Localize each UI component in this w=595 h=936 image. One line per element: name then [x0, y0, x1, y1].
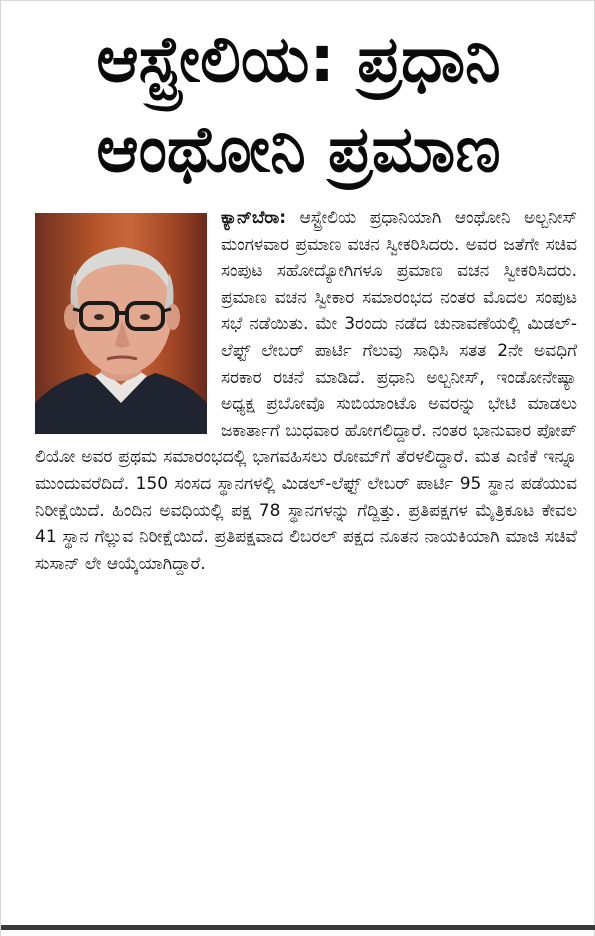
portrait-photo [35, 213, 207, 434]
headline-line-2: ಆಂಥೋನಿ ಪ್ರಮಾಣ [96, 113, 501, 187]
article-paragraph [35, 205, 577, 577]
bottom-rule [1, 925, 595, 930]
article-body [35, 205, 577, 577]
dateline: ಕ್ಯಾನ್‌ಬೆರಾ: [221, 208, 287, 228]
article-text: ಆಸ್ಟ್ರೇಲಿಯ ಪ್ರಧಾನಿಯಾಗಿ ಆಂಥೋನಿ ಅಲ್ಬನೀಸ್ ಮಂಗಳವಾರ ಪ್ರಮಾಣ ವಚನ ಸ್ವೀಕರಿಸಿದರು. ಅವರ ಜತೆಗೇ ಸಚಿವ ಸಂಪುಟ ಸಹೋದ್ಯೋಗಿಗಳೂ ಪ್ರಮಾಣ ವಚನ ಸ್ವೀಕರಿಸಿದರು. ಪ್ರಮಾಣ ವಚನ ಸ್ವೀಕಾರ ಸಮಾರಂಭದ ನಂತರ ಮೊದಲ ಸಂಪುಟ ಸಭೆ ನಡೆಯಿತು. ಮೇ 3ರಂದು ನಡೆದ ಚುನಾವಣೆಯಲ್ಲಿ ಮಿಡಲ್-ಲೆಫ್ಟ್ ಲೇಬರ್ ಪಾರ್ಟಿ ಗೆಲುವು ಸಾಧಿಸಿ ಸತತ 2ನೇ ಅವಧಿಗೆ ಸರಕಾರ ರಚನೆ ಮಾಡಿದೆ. ಪ್ರಧಾನಿ ಅಲ್ಬನೀಸ್, ಇಂಡೋನೇಷ್ಯಾ ಅಧ್ಯಕ್ಷ ಪ್ರಬೋವೊ ಸುಬಿಯಾಂಟೊ ಅವರನ್ನು ಭೇಟಿ ಮಾಡಲು ಜಕಾರ್ತಾಗೆ ಬುಧವಾರ ಹೋಗಲಿದ್ದಾರೆ. ನಂತರ ಭಾನುವಾರ ಪೋಪ್ ಲಿಯೋ ಅವರ ಪ್ರಥಮ ಸಮಾರಂಭದಲ್ಲಿ ಭಾಗವಹಿಸಲು ರೋಮ್‌ಗೆ ತೆರಳಲಿದ್ದಾರೆ. ಮತ ಎಣಿಕೆ ಇನ್ನೂ ಮುಂದುವರೆದಿದೆ. 150 ಸಂಸದ ಸ್ಥಾನಗಳಲ್ಲಿ ಮಿಡಲ್-ಲೆಫ್ಟ್ ಲೇಬರ್ ಪಾರ್ಟಿ 95 ಸ್ಥಾನ ಪಡೆಯುವ ನಿರೀಕ್ಷೆಯಿದೆ. ಹಿಂದಿನ ಅವಧಿಯಲ್ಲಿ ಪಕ್ಷ 78 ಸ್ಥಾನಗಳನ್ನು ಗೆದ್ದಿತ್ತು. ಪ್ರತಿಪಕ್ಷಗಳ ಮೈತ್ರಿಕೂಟ ಕೇವಲ 41 ಸ್ಥಾನ ಗೆಲ್ಲುವ ನಿರೀಕ್ಷೆಯಿದೆ. ಪ್ರತಿಪಕ್ಷವಾದ ಲಿಬರಲ್ ಪಕ್ಷದ ನೂತನ ನಾಯಕಿಯಾಗಿ ಮಾಜಿ ಸಚಿವೆ ಸುಸಾನ್ ಲೇ ಆಯ್ಕೆಯಾಗಿದ್ದಾರೆ. [35, 208, 577, 574]
headline [19, 15, 578, 195]
headline-line-1: ಆಸ್ಟ್ರೇಲಿಯ: ಪ್ರಧಾನಿ [96, 23, 501, 97]
